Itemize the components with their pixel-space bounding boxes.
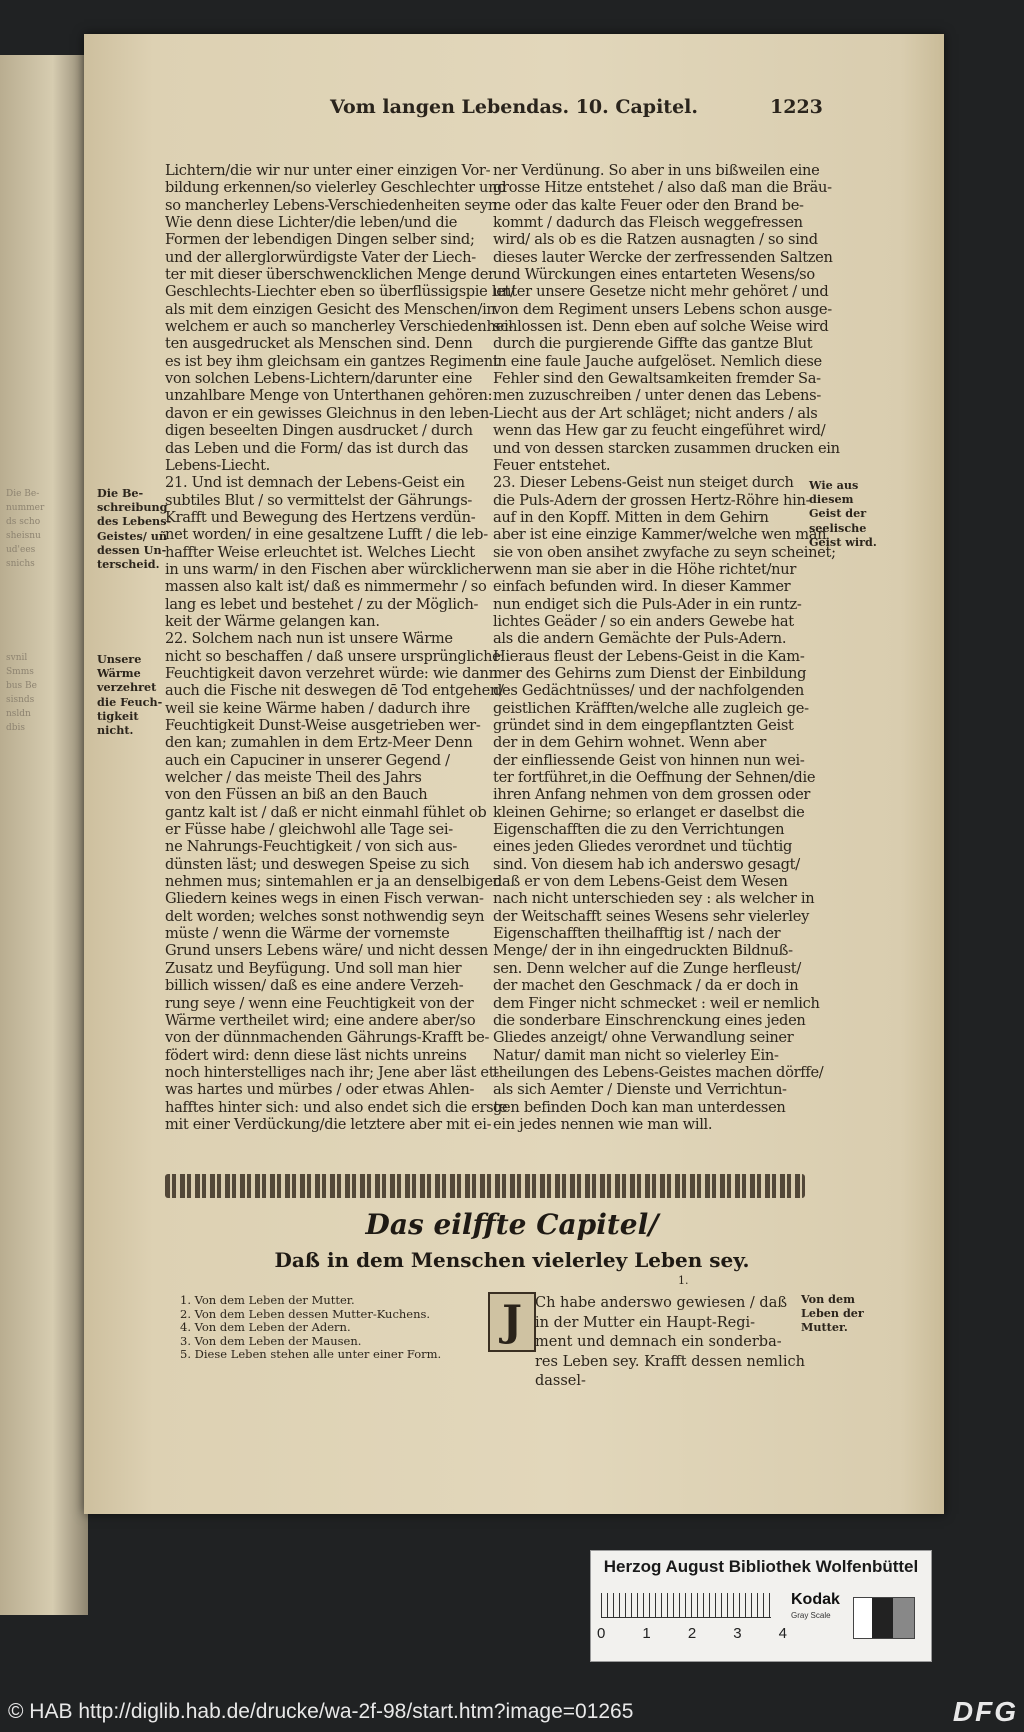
- text-line: grosse Hitze entstehet / also daß man die Bräu-: [493, 179, 832, 197]
- text-line: ter mit dieser überschwencklichen Menge der: [165, 266, 495, 284]
- text-line: ter fortführet,in die Oeffnung der Sehnen/die: [493, 769, 816, 787]
- margin-note-line: Mutter.: [801, 1320, 848, 1335]
- text-line: mit einer Verdückung/die letztere aber mit ei-: [165, 1115, 492, 1133]
- text-line: der machet den Geschmack / da er doch in: [493, 977, 799, 995]
- chapter-contents-list: [180, 1294, 441, 1362]
- text-line: 22. Solchem nach nun ist unsere Wärme: [165, 630, 453, 648]
- text-line: und Würckungen eines entarteten Wesens/so: [493, 266, 815, 284]
- decorative-border: [165, 1174, 805, 1198]
- prev-page-line: sisnds: [6, 695, 35, 705]
- text-line: 23. Dieser Lebens-Geist nun steiget durch: [493, 474, 794, 492]
- text-line: in uns warm/ in den Fischen aber würcklicher: [165, 560, 493, 578]
- text-line: keit der Wärme gelangen kan.: [165, 612, 380, 630]
- prev-page-line: nsldn: [6, 709, 31, 719]
- text-line: sind. Von diesem hab ich anderswo gesagt/: [493, 855, 800, 873]
- text-line: digen beseelten Dingen ausdrucket / durch: [165, 422, 473, 440]
- text-line: auch die Fische nit deswegen dē Tod entgehen/: [165, 682, 504, 700]
- text-line: Gliedern keines wegs in einen Fisch verwan-: [165, 890, 484, 908]
- margin-note-line: schreibung: [97, 500, 168, 515]
- text-line: delt worden; welches sonst nothwendig seyn: [165, 907, 485, 925]
- text-line: ten ausgedrucket als Menschen sind. Denn: [165, 335, 473, 353]
- text-line: kleinen Gehirne; so erlanget er daselbst die: [493, 803, 805, 821]
- chapter-title: Das eilffte Capitel/: [365, 1208, 659, 1241]
- text-line: Menge/ der in ihn eingedruckten Bildnuß-: [493, 942, 793, 960]
- prev-page-line: Die Be-: [6, 489, 40, 499]
- prev-page-line: bus Be: [6, 681, 37, 691]
- text-line: als sich Aemter / Dienste und Verrichtun-: [493, 1081, 787, 1099]
- text-line: einfach befunden wird. In dieser Kammer: [493, 578, 791, 596]
- intro-line: dassel-: [535, 1373, 586, 1389]
- text-line: gantz kalt ist / daß er nicht einmahl fühlet ob: [165, 803, 487, 821]
- text-line: födert wird: denn diese läst nichts unreins: [165, 1046, 467, 1064]
- margin-note-line: Die Be-: [97, 486, 144, 500]
- text-line: sen. Denn welcher auf die Zunge herfleust/: [493, 959, 801, 977]
- left-text-column: [165, 162, 515, 1133]
- text-line: nun endiget sich die Puls-Ader in ein runtz-: [493, 595, 802, 613]
- drop-cap-initial: J: [488, 1292, 536, 1352]
- text-line: der einfliessende Geist von hinnen nun wei-: [493, 751, 805, 769]
- text-line: den kan; zumahlen in dem Ertz-Meer Denn: [165, 734, 473, 752]
- text-line: noch hinterstelliges nach ihr; Jene aber läst et-: [165, 1063, 499, 1081]
- text-line: was hartes und mürbes / oder etwas Ahlen-: [165, 1081, 475, 1099]
- ruler-scale: [601, 1593, 771, 1618]
- contents-item: 1. Von dem Leben der Mutter.: [180, 1293, 355, 1307]
- text-line: Fehler sind den Gewaltsamkeiten fremder Sa-: [493, 370, 821, 388]
- text-line: von dem Regiment unsers Lebens schon ausge-: [493, 300, 832, 318]
- margin-note-seelische-geist: [809, 478, 877, 549]
- text-line: so mancherley Lebens-Verschiedenheiten seyn.: [165, 196, 502, 214]
- prev-page-line: snichs: [6, 559, 35, 569]
- text-line: Eigenschafften theilhafftig ist / nach der: [493, 925, 781, 943]
- text-line: dieses lauter Wercke der zerfressenden Saltzen: [493, 248, 833, 266]
- margin-note-lebens-geist: [97, 486, 171, 571]
- text-line: mer des Gehirns zum Dienst der Einbildung: [493, 664, 807, 682]
- text-line: wird/ als ob es die Ratzen ausnagten / so sind: [493, 231, 818, 249]
- text-line: gen befinden Doch kan man unterdessen: [493, 1098, 786, 1116]
- text-line: Grund unsers Lebens wäre/ und nicht dessen: [165, 942, 488, 960]
- text-line: Feuchtigkeit Dunst-Weise ausgetrieben wer-: [165, 717, 481, 734]
- margin-note-waerme: [97, 652, 162, 737]
- text-line: rung seye / wenn eine Feuchtigkeit von der: [165, 994, 474, 1012]
- text-line: ihren Anfang nehmen von dem grossen oder: [493, 786, 811, 804]
- viewer-footer: [0, 1692, 1024, 1732]
- ruler-number: 2: [687, 1625, 697, 1642]
- margin-note-line: des Lebens-: [97, 514, 172, 529]
- text-line: geistlichen Kräfften/welche alle zugleich ge-: [493, 699, 809, 717]
- text-line: Gliedes anzeigt/ ohne Verwandlung seiner: [493, 1029, 794, 1047]
- text-line: ner Verdünung. So aber in uns bißweilen eine: [493, 162, 820, 179]
- text-line: massen also kalt ist/ daß es nimmermehr / so: [165, 578, 487, 596]
- text-line: sie von oben ansihet zwyfache zu seyn scheinet;: [493, 543, 836, 561]
- text-line: der in dem Gehirn wohnet. Wenn aber: [493, 734, 767, 752]
- text-line: wenn man sie aber in die Höhe richtet/nur: [493, 560, 797, 578]
- contents-item: 4. Von dem Leben der Adern.: [180, 1320, 351, 1335]
- text-line: 21. Und ist demnach der Lebens-Geist ein: [165, 474, 465, 492]
- text-line: ein jedes nennen wie man will.: [493, 1115, 713, 1133]
- text-line: die Puls-Adern der grossen Hertz-Röhre hin-: [493, 491, 811, 509]
- text-line: von solchen Lebens-Lichtern/darunter eine: [165, 370, 473, 388]
- margin-note-line: Wie aus: [809, 478, 859, 492]
- text-line: Formen der lebendigen Dingen selber sind;: [165, 231, 475, 249]
- margin-note-line: die Feuch-: [97, 694, 163, 709]
- chapter-subtitle: Daß in dem Menschen vielerley Leben sey.: [274, 1248, 750, 1272]
- margin-note-line: dessen Un-: [97, 542, 167, 557]
- text-line: von den Füssen an biß an den Bauch: [165, 786, 428, 804]
- text-line: net worden/ in eine gesaltzene Lufft / die leb-: [165, 526, 488, 544]
- text-line: wenn das Hew gar zu feucht eingeführet wird/: [493, 422, 826, 440]
- prev-page-line: nummer: [6, 503, 45, 513]
- text-line: subtiles Blut / so vermittelst der Gährungs-: [165, 491, 473, 509]
- ruler-number: 4: [778, 1625, 787, 1642]
- intro-line: res Leben sey. Krafft dessen nemlich: [535, 1353, 805, 1370]
- ruler-number: 3: [733, 1625, 742, 1642]
- text-line: haffter Weise erleuchtet ist. Welches Liecht: [165, 543, 475, 561]
- margin-note-mutter: [801, 1292, 864, 1335]
- margin-note-line: seelische: [809, 520, 867, 535]
- text-line: Hieraus fleust der Lebens-Geist in die Kam-: [493, 647, 805, 665]
- text-line: Wie denn diese Lichter/die leben/und die: [165, 214, 458, 232]
- copyright-link[interactable]: © HAB http://diglib.hab.de/drucke/wa-2f-98/start.htm?image=01265: [8, 1700, 634, 1723]
- prev-page-line: ds scho: [6, 517, 41, 527]
- text-line: dem Finger nicht schmecket : weil er nemlich: [493, 994, 820, 1012]
- text-line: Zusatz und Beyfügung. Und soll man hier: [165, 959, 462, 977]
- text-line: Geschlechts-Liechter eben so überflüssigspie let/: [165, 283, 515, 301]
- dfg-logo: DFG: [952, 1696, 1018, 1727]
- chapter-intro-text: [535, 1294, 805, 1392]
- text-line: Feuer entstehet.: [493, 456, 611, 474]
- text-line: aber ist eine einzige Kammer/welche wen man: [493, 526, 827, 544]
- text-line: davon er ein gewisses Gleichnus in den leben-: [165, 404, 494, 422]
- text-line: von der dünnmachenden Gährungs-Krafft be-: [165, 1029, 490, 1047]
- text-line: und der allerglorwürdigste Vater der Liech-: [165, 248, 476, 266]
- text-line: und von dessen starcken zusammen drucken ein: [493, 439, 840, 457]
- text-line: schlossen ist. Denn eben auf solche Weise wird: [493, 318, 829, 336]
- text-line: unter unsere Gesetze nicht mehr gehöret / und: [493, 283, 829, 301]
- margin-note-line: Unsere: [97, 652, 142, 666]
- text-line: lang es lebet und bestehet / zu der Möglich-: [165, 595, 479, 613]
- ruler-number: 0: [597, 1625, 606, 1642]
- margin-note-line: diesem: [809, 492, 854, 507]
- text-line: Lichtern/die wir nur unter einer einzigen Vor-: [165, 162, 491, 179]
- text-line: bildung erkennen/so vielerley Geschlechter und: [165, 179, 507, 197]
- text-line: weil sie keine Wärme haben / dadurch ihre: [165, 699, 470, 717]
- card-title: Herzog August Bibliothek Wolfenbüttel: [603, 1557, 919, 1576]
- previous-page-edge: [0, 55, 88, 1615]
- margin-note-line: Von dem: [801, 1292, 855, 1306]
- text-line: Feuchtigkeit davon verzehret würde: wie dann: [165, 664, 498, 682]
- ruler-number: 1: [642, 1625, 651, 1642]
- text-line: durch die purgierende Giffte das gantze Blut: [493, 335, 813, 353]
- intro-line: ment und demnach ein sonderba-: [535, 1334, 782, 1350]
- text-line: kommt / dadurch das Fleisch weggefressen: [493, 214, 803, 232]
- text-line: gründet sind in dem eingepflantzten Geist: [493, 717, 794, 734]
- text-line: men zuzuschreiben / unter denen das Lebens-: [493, 387, 821, 405]
- text-line: Natur/ damit man nicht so vielerley Ein-: [493, 1046, 779, 1064]
- intro-line: Ch habe anderswo gewiesen / daß: [535, 1295, 788, 1311]
- margin-note-line: terscheid.: [97, 557, 160, 572]
- text-line: Krafft und Bewegung des Hertzens verdün-: [165, 508, 476, 526]
- text-line: nach nicht unterschieden sey : als welcher in: [493, 890, 815, 908]
- margin-note-line: Geistes/ uñ: [97, 528, 168, 543]
- section-number: 1.: [678, 1274, 689, 1287]
- text-line: der Weitschafft seines Wesens sehr vielerley: [493, 907, 810, 925]
- text-line: auch ein Capuciner in unserer Gegend /: [165, 751, 450, 769]
- contents-item: 2. Von dem Leben dessen Mutter-Kuchens.: [180, 1306, 431, 1321]
- gray-scale-swatch: [853, 1597, 915, 1639]
- margin-note-line: Leben der: [801, 1306, 864, 1321]
- text-line: er Füsse habe / gleichwohl alle Tage sei-: [165, 821, 453, 839]
- text-line: Lebens-Liecht.: [165, 456, 270, 474]
- text-line: nicht so beschaffen / daß unsere ursprüngliche: [165, 647, 501, 665]
- margin-note-line: Wärme: [97, 666, 141, 681]
- prev-page-line: dbis: [6, 723, 26, 733]
- page-number: 1223: [770, 96, 823, 118]
- text-line: es ist bey ihm gleichsam ein gantzes Regiment: [165, 352, 499, 370]
- text-line: welchem er auch so mancherley Verschiedenhei-: [165, 318, 513, 336]
- margin-note-line: Geist wird.: [809, 534, 877, 549]
- color-calibration-card: [590, 1550, 932, 1662]
- text-line: ne oder das kalte Feuer oder den Brand be-: [493, 196, 804, 214]
- prev-page-line: svnil: [6, 653, 28, 663]
- text-line: unzahlbare Menge von Unterthanen gehören:: [165, 387, 493, 405]
- margin-note-line: nicht.: [97, 723, 134, 738]
- intro-line: in der Mutter ein Haupt-Regi-: [535, 1314, 756, 1331]
- text-line: billich wissen/ daß es eine andere Verzeh-: [165, 977, 464, 995]
- margin-note-line: Geist der: [809, 506, 867, 521]
- contents-item: 5. Diese Leben stehen alle unter einer Form.: [180, 1347, 442, 1362]
- text-line: Eigenschafften die zu den Verrichtungen: [493, 821, 785, 839]
- text-line: auf in den Kopff. Mitten in dem Gehirn: [493, 508, 769, 526]
- contents-item: 3. Von dem Leben der Mausen.: [180, 1333, 362, 1348]
- text-line: daß er von dem Lebens-Geist dem Wesen: [493, 873, 788, 891]
- text-line: theilungen des Lebens-Geistes machen dörffe/: [493, 1063, 824, 1081]
- text-line: hafftes hinter sich: und also endet sich die erste: [165, 1098, 508, 1116]
- text-line: als mit dem einzigen Gesicht des Menschen/in: [165, 300, 496, 318]
- prev-page-line: ud'ees: [6, 545, 36, 555]
- text-line: nehmen mus; sintemahlen er ja an denselbigen: [165, 873, 502, 891]
- text-line: Wärme vertheilet wird; eine andere aber/so: [165, 1011, 476, 1029]
- margin-note-line: tigkeit: [97, 708, 139, 723]
- ruler-numbers: [597, 1625, 787, 1642]
- text-line: das Leben und die Form/ das ist durch das: [165, 439, 469, 457]
- text-line: dünsten läst; und deswegen Speise zu sich: [165, 855, 470, 873]
- gray-scale-label: Gray Scale: [791, 1611, 831, 1620]
- margin-note-line: verzehret: [97, 680, 157, 695]
- text-line: welcher / das meiste Theil des Jahrs: [165, 769, 422, 787]
- text-line: des Gedächtnüsses/ und der nachfolgenden: [493, 682, 804, 700]
- text-line: als die andern Gemächte der Puls-Adern.: [493, 630, 787, 648]
- text-line: müste / wenn die Wärme der vornemste: [165, 925, 450, 943]
- prev-page-line: Smms: [6, 667, 34, 677]
- kodak-brand: Kodak: [791, 1591, 840, 1608]
- text-line: die sonderbare Einschrenckung eines jeden: [493, 1011, 806, 1029]
- text-line: eines jeden Gliedes verordnet und tüchtig: [493, 838, 793, 856]
- prev-page-fragment: [6, 651, 37, 735]
- text-line: in eine faule Jauche aufgelöset. Nemlich diese: [493, 352, 822, 370]
- text-line: ne Nahrungs-Feuchtigkeit / von sich aus-: [165, 838, 458, 856]
- running-head-title: Vom langen Lebendas. 10. Capitel.: [330, 96, 698, 118]
- prev-page-fragment: [6, 487, 44, 571]
- text-line: lichtes Geäder / so ein anders Gewebe hat: [493, 612, 794, 630]
- text-line: Liecht aus der Art schläget; nicht anders / als: [493, 404, 818, 422]
- prev-page-line: sheisnu: [6, 531, 41, 541]
